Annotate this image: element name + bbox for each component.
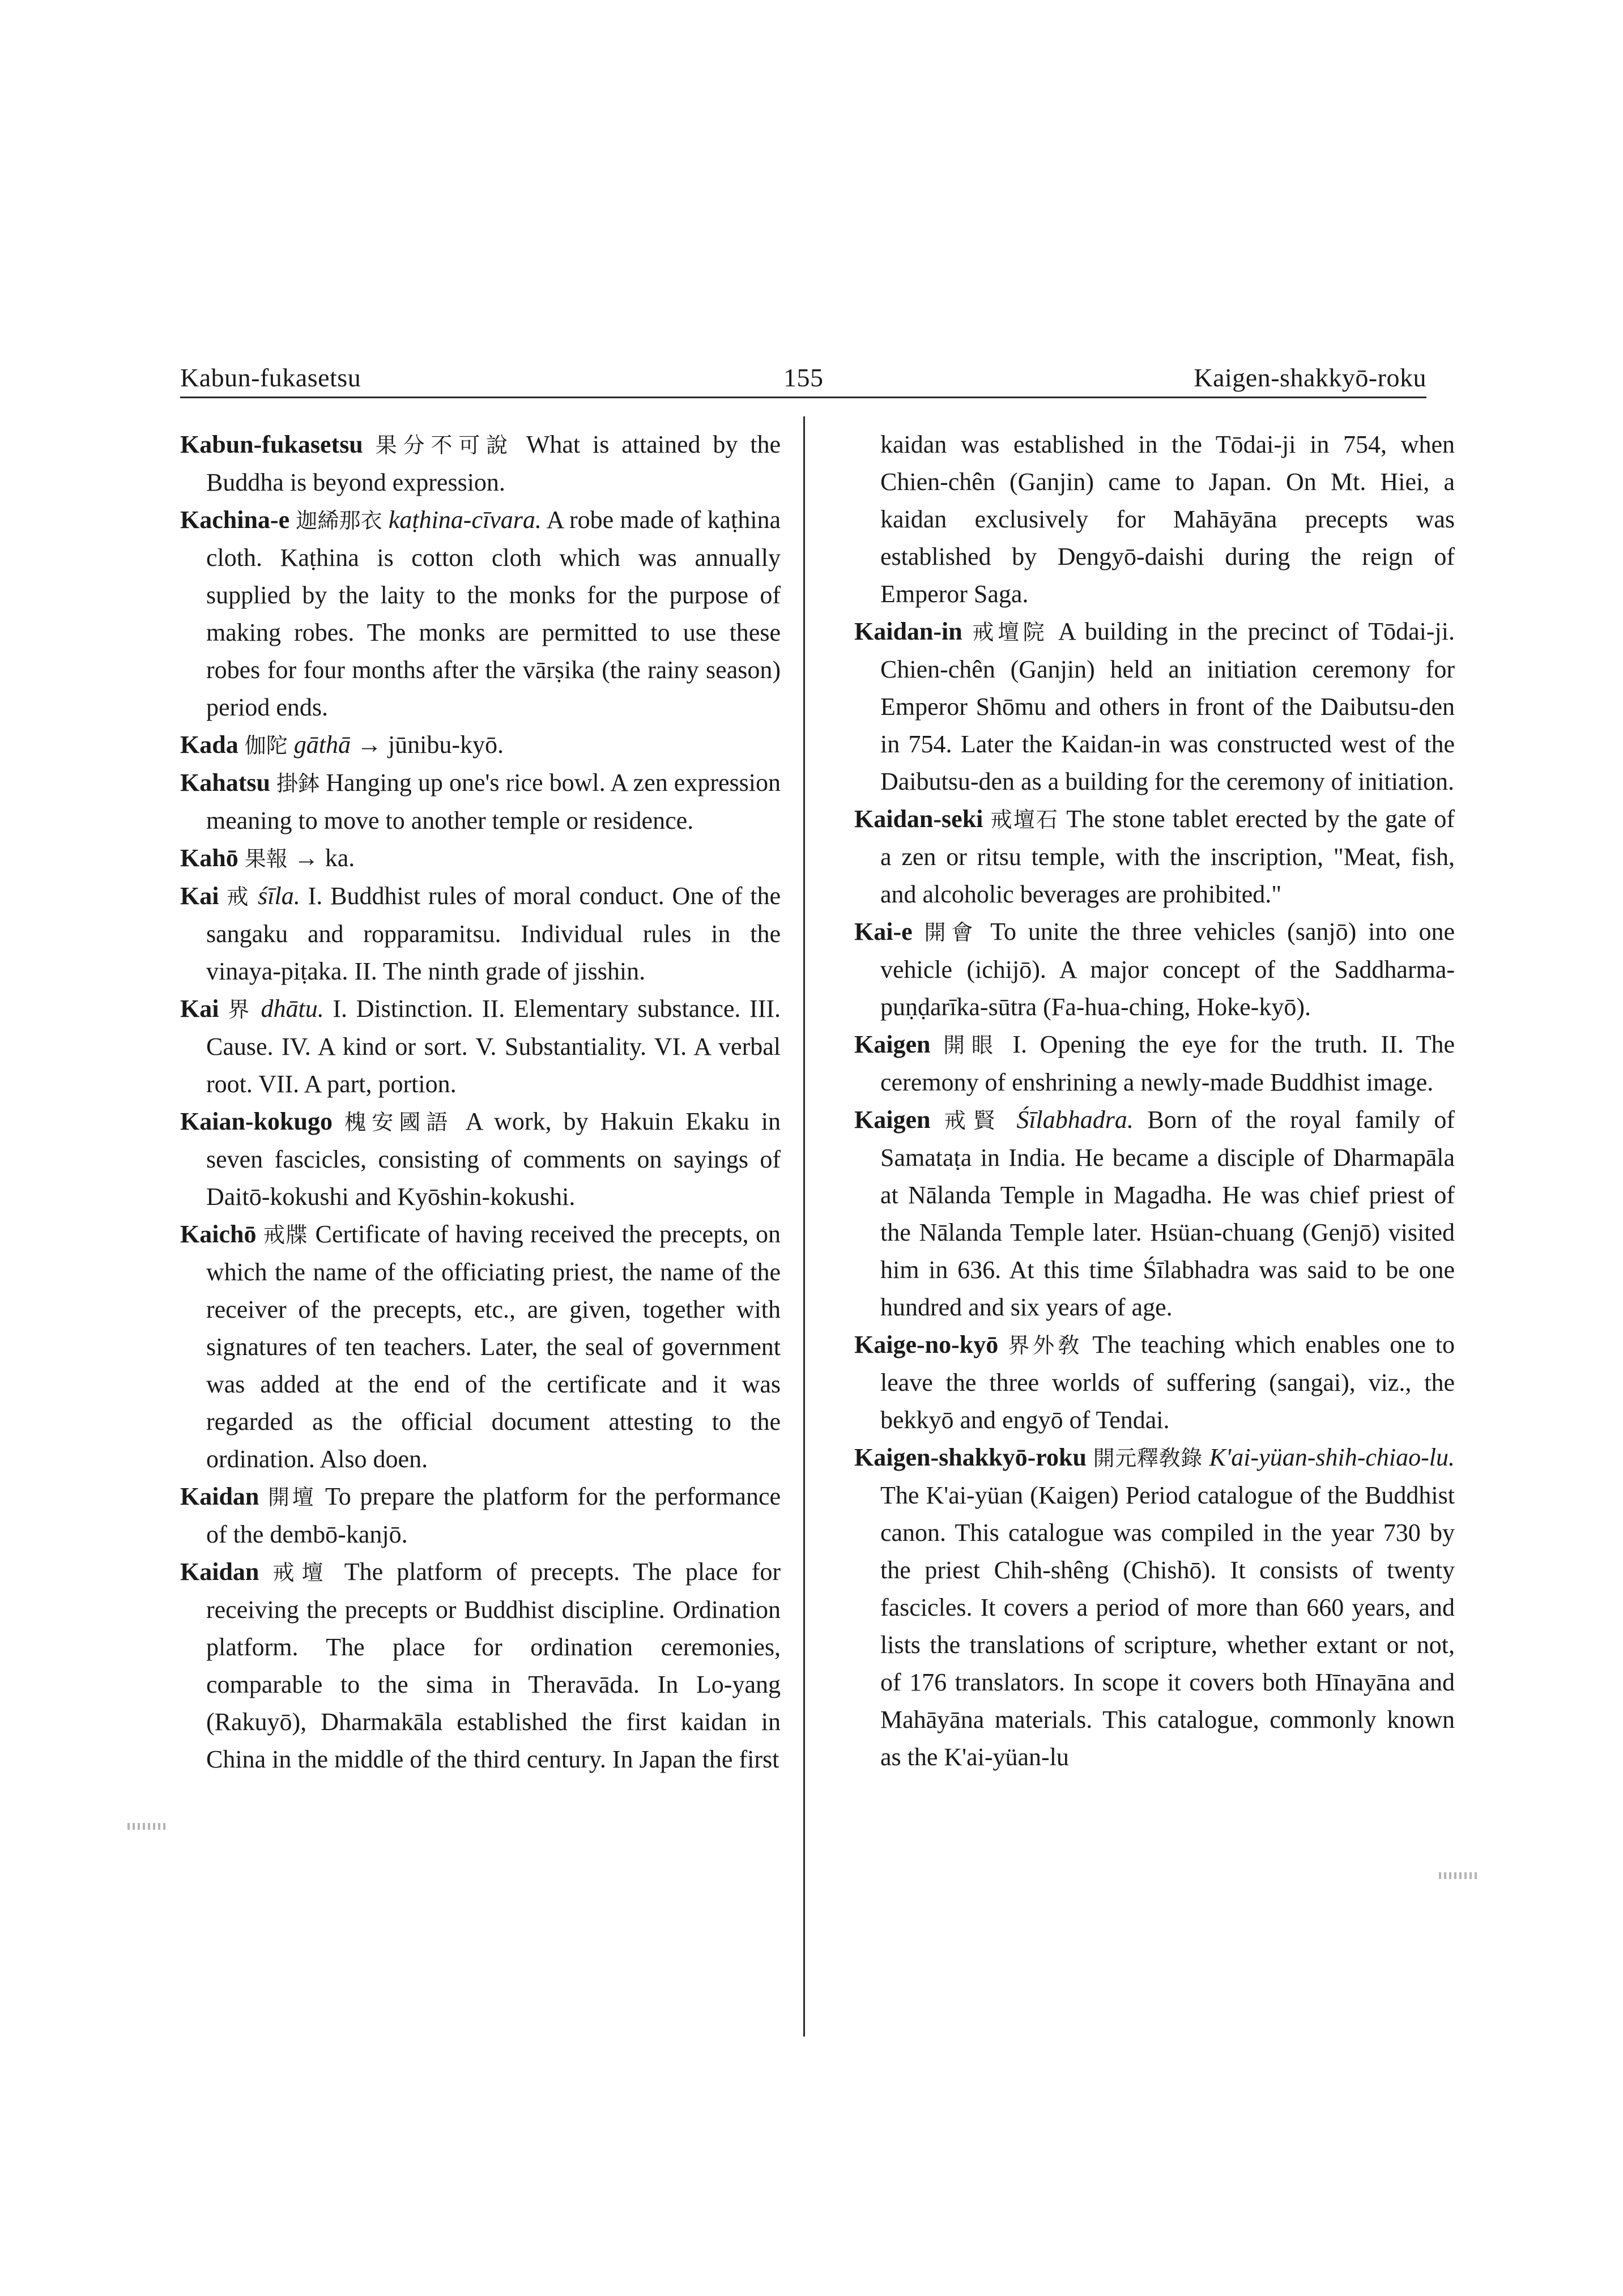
headword: Kai (180, 882, 219, 910)
definition: → ka. (293, 844, 355, 872)
entry (854, 800, 1455, 913)
definition: I. Distinction. II. Elementary substance. III. Cause. IV. A kind or sort. V. Substantiality. VI. A verbal root. VII. A part, portion. (206, 995, 781, 1098)
headword: Kai (180, 995, 219, 1023)
cjk-term: 戒 (227, 884, 250, 909)
definition: The teaching which enables one to leave the three worlds of suffering (sangai), viz., the bekkyō and engyō of Tendai. (880, 1331, 1455, 1434)
scan-speck (127, 1823, 167, 1830)
cjk-term: 果報 (244, 846, 288, 871)
column-divider (803, 416, 805, 2037)
entry (180, 840, 781, 877)
definition: A work, by Hakuin Ekaku in seven fascicles, consisting of comments on sayings of Daitō-kokushi and Kyōshin-kokushi. (206, 1107, 781, 1211)
scan-speck (1439, 1872, 1479, 1879)
definition: The stone tablet erected by the gate of a zen or ritsu temple, with the inscription, "Meat, fish, and alcoholic beverages are prohibited." (880, 805, 1455, 908)
entry (854, 913, 1455, 1026)
headword: Kaigen (854, 1030, 931, 1058)
cjk-term: 戒賢 (944, 1108, 1003, 1133)
definition: I. Opening the eye for the truth. II. The ceremony of enshrining a newly-made Buddhist image. (880, 1030, 1455, 1096)
cjk-term: 掛鉢 (276, 771, 320, 796)
headword: Kada (180, 731, 238, 759)
entry (180, 1478, 781, 1553)
cjk-term: 戒壇石 (990, 807, 1059, 832)
entry-continuation (854, 426, 1455, 613)
cjk-term: 開會 (924, 920, 979, 945)
headword: Kaigen (854, 1106, 931, 1134)
left-running-head: Kabun-fukasetsu (180, 363, 361, 392)
cjk-term: 界外敎 (1008, 1333, 1083, 1358)
left-column (180, 426, 781, 1778)
headword: Kahatsu (180, 769, 270, 796)
cjk-term: 界 (228, 997, 252, 1022)
headword: Kaidan (180, 1558, 259, 1586)
sanskrit-term: kaṭhina-cīvara. (388, 506, 542, 534)
definition: To prepare the platform for the performance of the dembō-kanjō. (206, 1483, 781, 1548)
cjk-term: 戒壇 (272, 1560, 331, 1585)
entry (854, 1326, 1455, 1439)
cjk-term: 伽陀 (244, 733, 288, 758)
definition: A robe made of kaṭhina cloth. Kaṭhina is cotton cloth which was annually supplied by the laity to the monks for the purpose of making robes. The monks are permitted to use these robes for four months after the vārṣika (the rainy season) period ends. (206, 506, 781, 721)
cjk-term: 迦絺那衣 (296, 508, 382, 533)
headword: Kaige-no-kyō (854, 1331, 999, 1358)
entry (854, 1026, 1455, 1101)
headword: Kaidan-seki (854, 805, 983, 833)
headword: Kahō (180, 844, 238, 872)
header-rule (180, 397, 1426, 398)
headword: Kaidan-in (854, 617, 962, 645)
headword: Kachina-e (180, 506, 290, 534)
cjk-term: 槐安國語 (344, 1110, 454, 1135)
cjk-term: 開元釋敎錄 (1093, 1446, 1203, 1471)
cjk-term: 果分不可說 (375, 433, 514, 458)
sanskrit-term: dhātu. (261, 995, 324, 1023)
sanskrit-term: gāthā (293, 731, 351, 759)
definition: A building in the precinct of Tōdai-ji. Chien-chên (Ganjin) held an initiation ceremony for Emperor Shōmu and others in front of the Daibutsu-den in 754. Later the Kaidan-in was constructed west of the Daibutsu-den as a building for the ceremony of initiation. (880, 617, 1455, 795)
definition: kaidan was established in the Tōdai-ji in 754, when Chien-chên (Ganjin) came to Japan. On Mt. Hiei, a kaidan exclusively for Mahāyāna precepts was established by Dengyō-daishi during the reign of Emperor Saga. (880, 431, 1455, 608)
entry (854, 613, 1455, 800)
definition: I. Buddhist rules of moral conduct. One of the sangaku and ropparamitsu. Individual rules in the vinaya-piṭaka. II. The ninth grade of jisshin. (206, 882, 781, 985)
headword: Kaian-kokugo (180, 1107, 333, 1135)
entry (854, 1439, 1455, 1776)
sanskrit-term: śīla. (258, 882, 300, 910)
entry (180, 1553, 781, 1778)
entry (180, 764, 781, 840)
entry (180, 726, 781, 764)
headword: Kai-e (854, 918, 913, 945)
entry (180, 426, 781, 501)
definition: Certificate of having received the precepts, on which the name of the officiating priest, the name of the receiver of the precepts, etc., are given, together with signatures of ten teachers. Later, the seal of government was added at the end of the certificate and it was regarded as the official document attesting to the ordination. Also doen. (206, 1220, 781, 1473)
entry (854, 1101, 1455, 1326)
headword: Kaichō (180, 1220, 257, 1248)
sanskrit-term: K'ai-yüan-shih-chiao-lu. (1209, 1443, 1455, 1471)
definition: → jūnibu-kyō. (356, 731, 504, 759)
entry (180, 877, 781, 990)
sanskrit-term: Śīlabhadra. (1016, 1106, 1134, 1134)
cjk-term: 戒壇院 (972, 620, 1049, 645)
page-number: 155 (783, 363, 824, 392)
right-column (854, 426, 1455, 1776)
cjk-term: 開壇 (268, 1485, 317, 1510)
cjk-term: 開眼 (943, 1033, 1000, 1058)
definition: Hanging up one's rice bowl. A zen expression meaning to move to another temple or residence. (206, 769, 781, 834)
right-running-head: Kaigen-shakkyō-roku (1194, 363, 1426, 392)
cjk-term: 戒牒 (263, 1222, 308, 1247)
entry (180, 501, 781, 726)
entry (180, 990, 781, 1103)
definition: The K'ai-yüan (Kaigen) Period catalogue of the Buddhist canon. This catalogue was compiled in the year 730 by the priest Chih-shêng (Chishō). It consists of twenty fascicles. It covers a period of more than 660 years, and lists the translations of scripture, whether extant or not, of 176 translators. In scope it covers both Hīnayāna and Mahāyāna materials. This catalogue, commonly known as the K'ai-yüan-lu (880, 1481, 1455, 1771)
headword: Kaigen-shakkyō-roku (854, 1443, 1087, 1471)
definition: To unite the three vehicles (sanjō) into one vehicle (ichijō). A major concept of the Saddharma-puṇḍarīka-sūtra (Fa-hua-ching, Hoke-kyō). (880, 918, 1455, 1021)
headword: Kabun-fukasetsu (180, 431, 363, 458)
entry (180, 1103, 781, 1216)
definition: The platform of precepts. The place for receiving the precepts or Buddhist discipline. Ordination platform. The place for ordination ceremonies, comparable to the sima in Theravāda. In Lo-yang (Rakuyō), Dharmakāla established the first kaidan in China in the middle of the third century. In Japan the first (206, 1558, 781, 1773)
headword: Kaidan (180, 1483, 259, 1510)
definition: Born of the royal family of Samataṭa in India. He became a disciple of Dharmapāla at Nālanda Temple in Magadha. He was chief priest of the Nālanda Temple later. Hsüan-chuang (Genjō) visited him in 636. At this time Śīlabhadra was said to be one hundred and six years of age. (880, 1106, 1455, 1321)
definition: What is attained by the Buddha is beyond expression. (206, 431, 781, 496)
entry (180, 1216, 781, 1478)
